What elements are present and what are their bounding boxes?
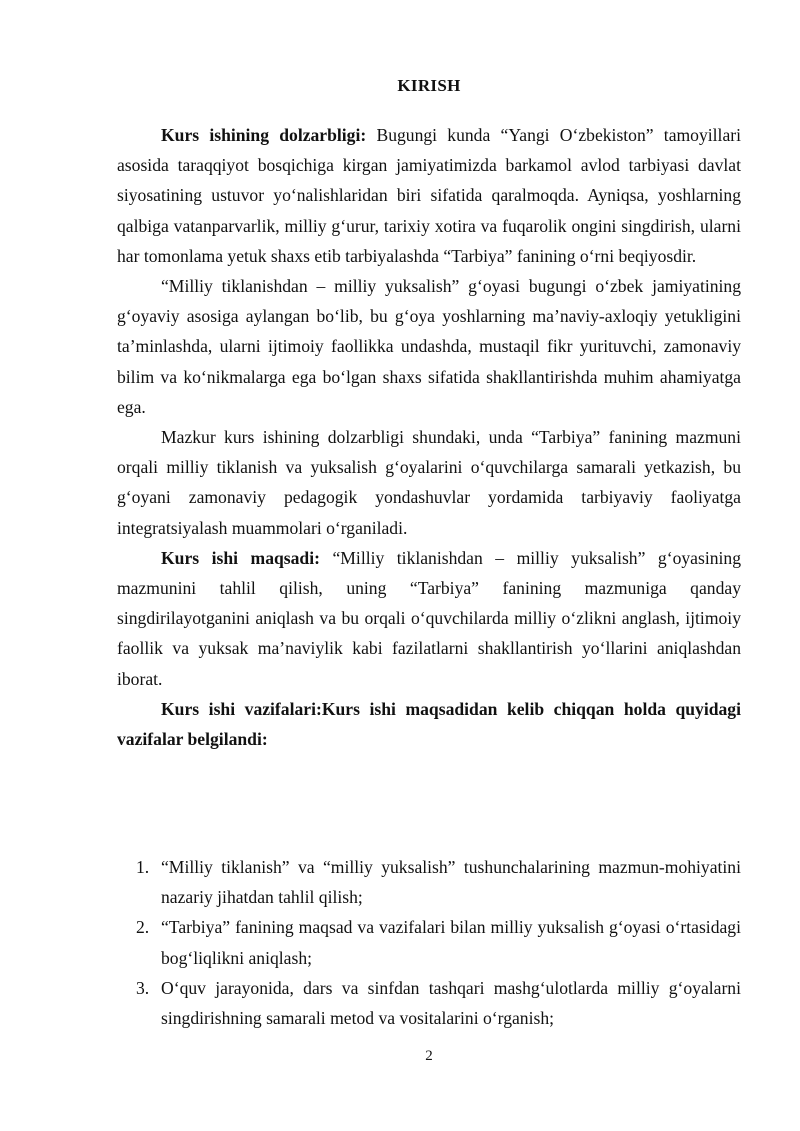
list-item-text: O‘quv jarayonida, dars va sinfdan tashqari mashg‘ulotlarda milliy g‘oyalarni singdirishning samarali metod va vositalarini o‘rganish; [161, 977, 741, 1029]
relevance-text: Bugungi kunda “Yangi O‘zbekiston” tamoyillari asosida taraqqiyot bosqichiga kirgan jamiyatimizda barkamol avlod tarbiyasi davlat siyosatining ustuvor yo‘nalishlaridan biri sifatida qaralmoqda. Ayniqsa, yoshlarning qalbiga vatanparvarlik, milliy g‘urur, tarixiy xotira va fuqarolik ongini singdirish, ularni har tomonlama yetuk shaxs etib tarbiyalashda “Tarbiya” fanining o‘rni beqiyosdir. [117, 125, 742, 266]
paragraph-goal [117, 543, 741, 694]
list-item-number: 3. [136, 977, 150, 998]
tasks-list [117, 852, 741, 1033]
list-item-text: “Milliy tiklanish” va “milliy yuksalish” tushunchalarining mazmun-mohiyatini nazariy jihatdan tahlil qilish; [161, 857, 741, 908]
goal-label: Kurs ishi maqsadi: [161, 547, 320, 568]
paragraph-national-idea: “Milliy tiklanishdan – milliy yuksalish” g‘oyasi bugungi o‘zbek jamiyatining g‘oyaviy asosiga aylangan bo‘lib, bu g‘oya yoshlarning ma’naviy-axloqiy yetukligini ta’minlashda, ularni ijtimoiy faollikka undashda, mustaqil fikr yurituvchi, zamonaviy bilim va ko‘nikmalarga ega bo‘lgan shaxs sifatida shakllantirishda muhim ahamiyatga ega. [117, 276, 741, 417]
paragraph-tasks-intro [117, 694, 741, 754]
list-item-number: 1. [136, 857, 150, 877]
goal-text: “Milliy tiklanishdan – milliy yuksalish” g‘oyasining mazmunini tahlil qilish, uning “Tarbiya” fanining mazmuniga qanday singdirilayotganini aniqlash va bu orqali o‘quvchilarda milliy o‘zlikni anglash, ijtimoiy faollik va yuksak ma’naviylik kabi fazilatlarni shakllantirish yo‘llarini aniqlashdan iborat. [117, 547, 741, 689]
tasks-intro-text: Kurs ishi vazifalari:Kurs ishi maqsadidan kelib chiqqan holda quyidagi vazifalar belgilandi: [117, 698, 741, 750]
page-number: 2 [425, 1048, 433, 1064]
body-text [117, 120, 741, 754]
list-item-text: “Tarbiya” fanining maqsad va vazifalari bilan milliy yuksalish g‘oyasi o‘rtasidagi bog‘liqlikni aniqlash; [161, 917, 741, 968]
list-item-number: 2. [136, 917, 150, 938]
paragraph-relevance [117, 120, 741, 271]
list-item [117, 852, 741, 912]
page-title: KIRISH [397, 76, 461, 95]
list-item [117, 912, 741, 972]
list-item [117, 973, 741, 1033]
relevance-label: Kurs ishining dolzarbligi: [161, 125, 367, 145]
paragraph-relevance-detail: Mazkur kurs ishining dolzarbligi shundaki, unda “Tarbiya” fanining mazmuni orqali milliy tiklanish va yuksalish g‘oyalarini o‘quvchilarga samarali yetkazish, bu g‘oyani zamonaviy pedagogik yondashuvlar yordamida tarbiyaviy faoliyatga integratsiyalash muammolari o‘rganiladi. [117, 427, 741, 538]
